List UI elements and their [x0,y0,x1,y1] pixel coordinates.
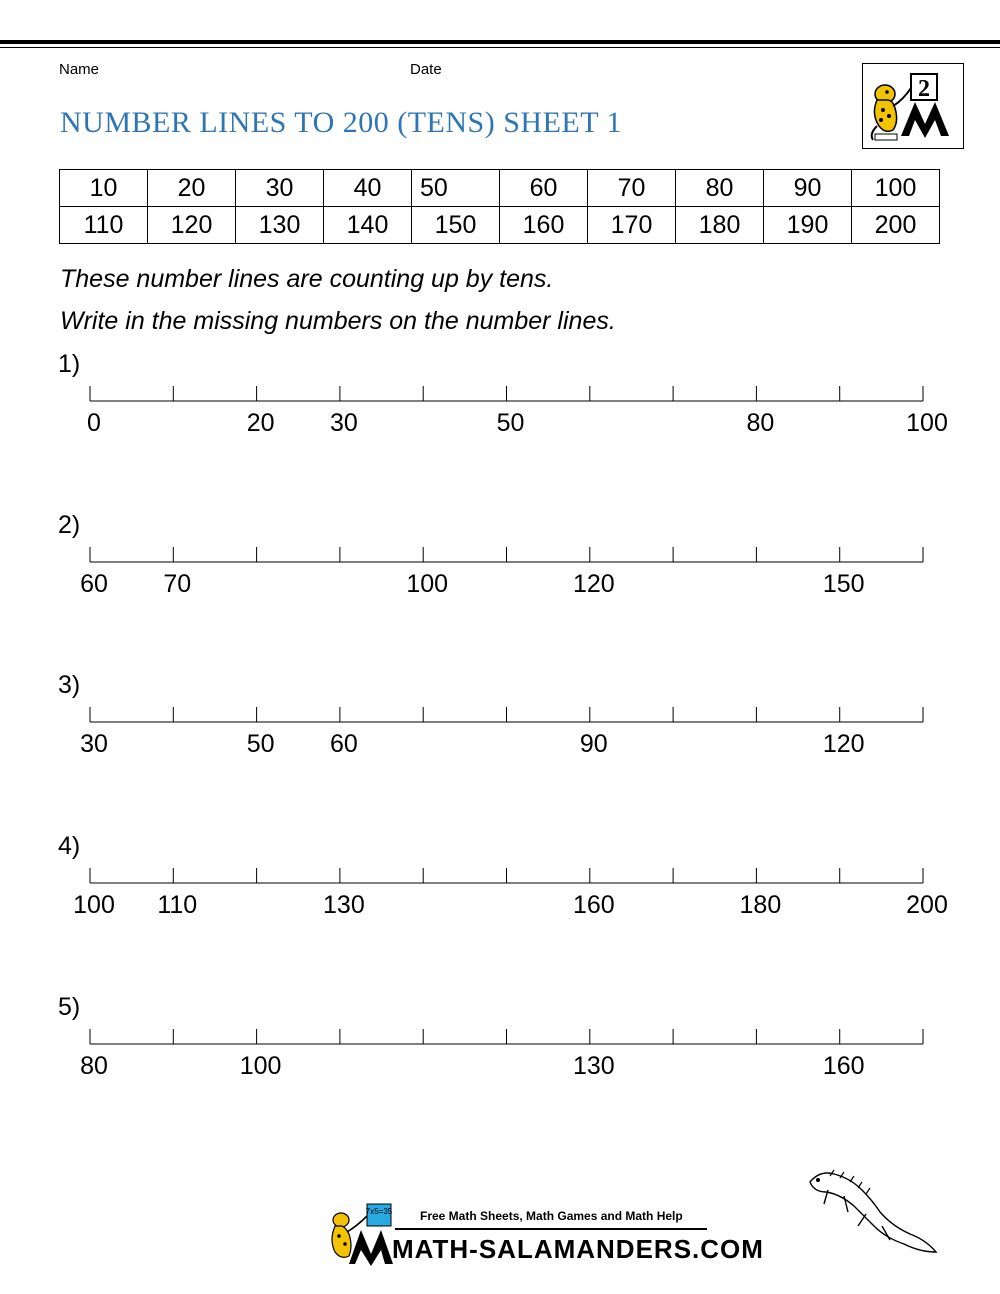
reference-cell: 130 [236,207,324,244]
salamander-drawing-icon [800,1160,945,1260]
number-line-label: 100 [239,1052,282,1080]
number-line-label: 20 [246,409,275,437]
reference-cell: 90 [764,170,852,207]
reference-cell: 70 [588,170,676,207]
number-line-label: 160 [822,1052,865,1080]
reference-cell: 120 [148,207,236,244]
question-number: 2) [58,511,81,539]
footer-divider [395,1228,707,1230]
reference-row [60,207,940,244]
salamander-logo-icon [863,64,963,148]
number-line [0,707,1000,767]
number-line-label: 100 [73,891,115,919]
reference-cell: 110 [60,207,148,244]
name-label: Name [59,61,100,78]
instruction-line-1: These number lines are counting up by tens. [60,265,554,293]
reference-cell: 140 [324,207,412,244]
reference-cell: 170 [588,207,676,244]
footer-salamander-icon [325,1200,395,1270]
number-line-label: 80 [746,409,775,437]
question-number: 5) [58,993,81,1021]
number-line-label: 150 [822,570,865,598]
reference-cell: 50 [412,170,500,207]
footer-logo-math: 7x5=35 [365,1207,393,1216]
question-number: 1) [58,350,81,378]
number-line [0,1029,1000,1089]
number-line-label: 60 [329,730,358,758]
number-line-label: 100 [906,409,948,437]
header-rule-thick [0,40,1000,44]
reference-cell: 20 [148,170,236,207]
number-line-label: 0 [87,409,101,437]
number-line-label: 180 [739,891,782,919]
number-line-label: 130 [323,891,365,919]
number-line-label: 160 [572,891,615,919]
number-line-label: 50 [496,409,525,437]
page-title: NUMBER LINES TO 200 (TENS) SHEET 1 [60,106,623,139]
number-line-label: 130 [572,1052,615,1080]
footer-tagline: Free Math Sheets, Math Games and Math Help [420,1209,683,1223]
reference-cell: 150 [412,207,500,244]
reference-cell: 10 [60,170,148,207]
reference-cell: 80 [676,170,764,207]
date-label: Date [410,61,442,78]
number-line-label: 70 [163,570,192,598]
number-line-label: 100 [406,570,449,598]
number-line [0,868,1000,928]
number-line-label: 90 [579,730,608,758]
footer-site-name: MATH-SALAMANDERS.COM [392,1234,764,1264]
reference-cell: 180 [676,207,764,244]
grade-digit: 2 [918,76,930,102]
reference-cell: 200 [852,207,940,244]
header-rule-thin [0,47,1000,48]
number-line-label: 80 [80,1052,108,1080]
number-line [0,386,1000,446]
instruction-line-2: Write in the missing numbers on the number lines. [60,307,616,335]
reference-cell: 100 [852,170,940,207]
number-line-label: 50 [246,730,275,758]
reference-cell: 40 [324,170,412,207]
grade-logo [862,63,964,149]
number-line-label: 120 [572,570,615,598]
reference-cell: 60 [500,170,588,207]
reference-row [60,170,940,207]
number-line-label: 60 [80,570,108,598]
number-line-label: 30 [80,730,108,758]
number-line-label: 110 [157,891,198,919]
number-line-label: 30 [329,409,358,437]
reference-cell: 190 [764,207,852,244]
reference-cell: 160 [500,207,588,244]
question-number: 3) [58,671,81,699]
reference-table [59,169,940,244]
number-line-label: 200 [906,891,948,919]
number-line-label: 120 [822,730,865,758]
number-line [0,547,1000,607]
reference-cell: 30 [236,170,324,207]
question-number: 4) [58,832,81,860]
